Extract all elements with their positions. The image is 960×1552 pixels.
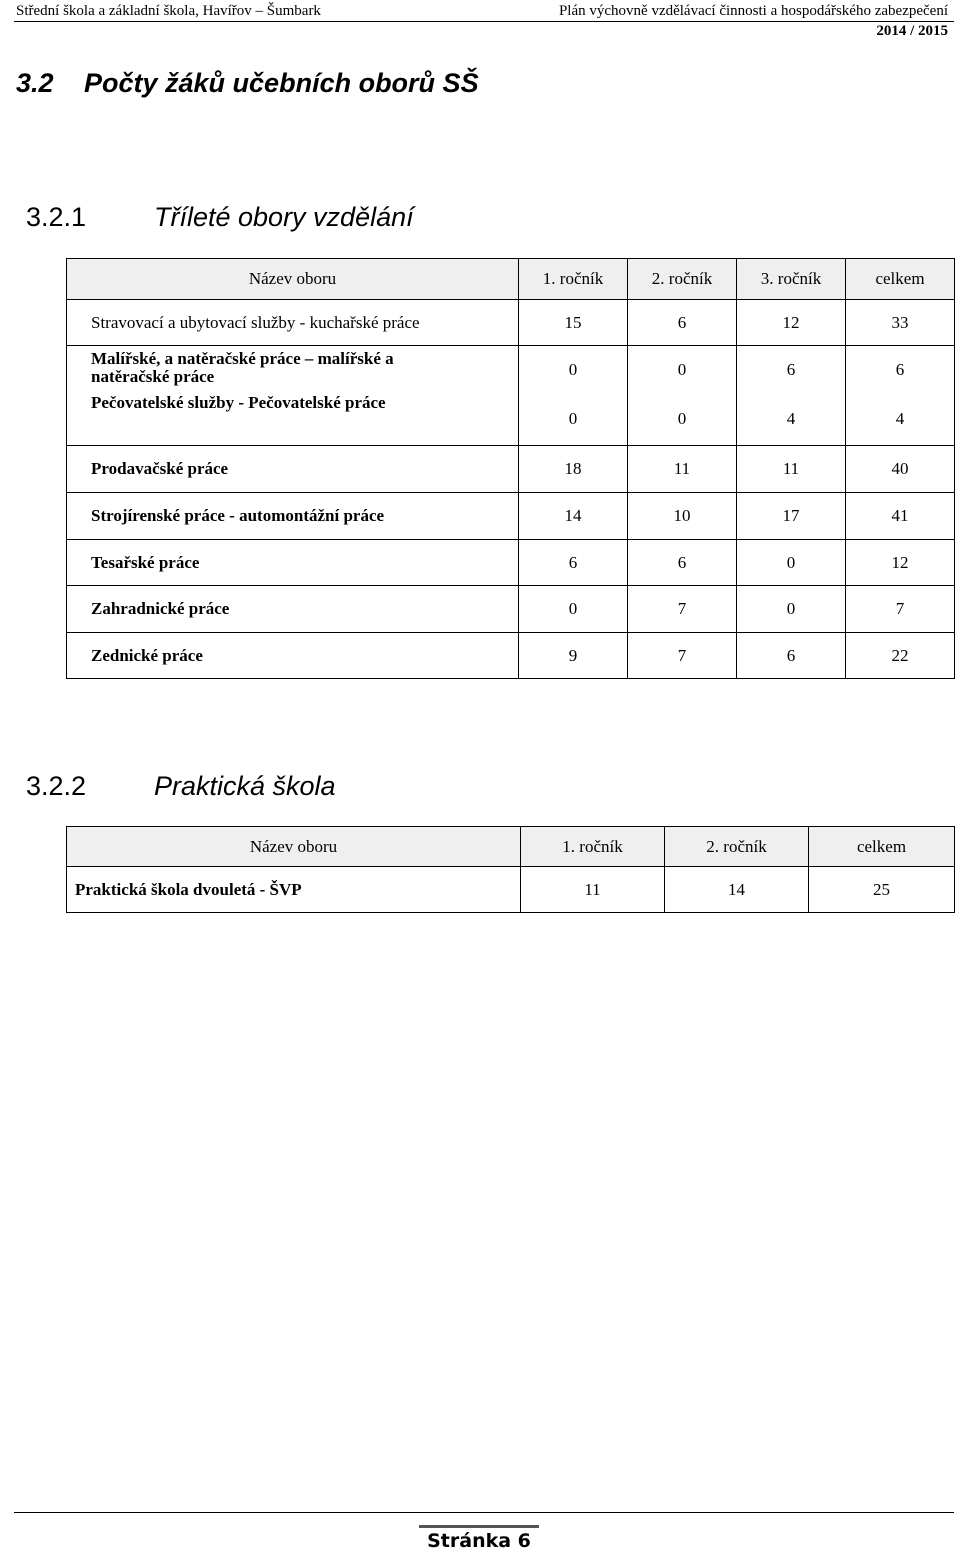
- year2-count: 6: [628, 540, 737, 586]
- footer-divider: [14, 1512, 954, 1513]
- section-heading: [16, 68, 479, 99]
- column-header: 2. ročník: [665, 827, 809, 867]
- year2-count: 7: [628, 586, 737, 633]
- field-name: Prodavačské práce: [67, 446, 519, 493]
- table-row: [67, 346, 955, 394]
- year2-count: 14: [665, 867, 809, 913]
- field-name: Zahradnické práce: [67, 586, 519, 633]
- table-row: [67, 633, 955, 679]
- year1-count: 0: [519, 394, 628, 446]
- year3-count: 4: [737, 394, 846, 446]
- year3-count: 0: [737, 540, 846, 586]
- year2-count: 7: [628, 633, 737, 679]
- total-count: 40: [846, 446, 955, 493]
- total-count: 6: [846, 346, 955, 394]
- table-row: [67, 867, 955, 913]
- field-name: Pečovatelské služby - Pečovatelské práce: [91, 393, 386, 412]
- subsection-number: 3.2.1: [26, 202, 87, 232]
- table-row: [67, 586, 955, 633]
- total-count: 12: [846, 540, 955, 586]
- table-row: [67, 446, 955, 493]
- section-number: 3.2: [16, 68, 54, 98]
- table-header-row: [67, 827, 955, 867]
- subsection-heading-3-2-2: [26, 771, 336, 802]
- total-count: 4: [846, 394, 955, 446]
- field-name: Tesařské práce: [67, 540, 519, 586]
- year1-count: 11: [521, 867, 665, 913]
- three-year-fields-table: [66, 258, 955, 679]
- column-header: 3. ročník: [737, 259, 846, 300]
- subsection-title: Praktická škola: [154, 771, 336, 801]
- table-row: [67, 493, 955, 540]
- year3-count: 12: [737, 300, 846, 346]
- year3-count: 17: [737, 493, 846, 540]
- year2-count: 10: [628, 493, 737, 540]
- column-header: 1. ročník: [519, 259, 628, 300]
- merged-field-names: [67, 346, 519, 446]
- year1-count: 0: [519, 586, 628, 633]
- field-name: Malířské, a natěračské práce – malířské a natěračské práce: [91, 349, 394, 386]
- column-header: celkem: [846, 259, 955, 300]
- year2-count: 6: [628, 300, 737, 346]
- field-name: Stravovací a ubytovací služby - kuchařské práce: [67, 300, 519, 346]
- year1-count: 0: [519, 346, 628, 394]
- practical-school-table: [66, 826, 955, 913]
- year1-count: 15: [519, 300, 628, 346]
- header-school-name: Střední škola a základní škola, Havířov – Šumbark: [16, 3, 321, 19]
- year3-count: 6: [737, 346, 846, 394]
- field-name: Praktická škola dvouletá - ŠVP: [67, 867, 521, 913]
- header-school-year: 2014 / 2015: [876, 23, 948, 39]
- total-count: 7: [846, 586, 955, 633]
- subsection-heading-3-2-1: [26, 202, 414, 233]
- subsection-number: 3.2.2: [26, 771, 87, 801]
- year2-count: 0: [628, 394, 737, 446]
- year1-count: 9: [519, 633, 628, 679]
- section-title: Počty žáků učebních oborů SŠ: [84, 68, 479, 98]
- year1-count: 18: [519, 446, 628, 493]
- column-header: Název oboru: [67, 827, 521, 867]
- total-count: 22: [846, 633, 955, 679]
- total-count: 41: [846, 493, 955, 540]
- year3-count: 11: [737, 446, 846, 493]
- year1-count: 6: [519, 540, 628, 586]
- total-count: 25: [809, 867, 955, 913]
- subsection-title: Tříleté obory vzdělání: [154, 202, 414, 232]
- total-count: 33: [846, 300, 955, 346]
- year3-count: 0: [737, 586, 846, 633]
- header-divider: [14, 21, 954, 22]
- column-header: celkem: [809, 827, 955, 867]
- table-row: [67, 300, 955, 346]
- table-row: [67, 540, 955, 586]
- field-name: Strojírenské práce - automontážní práce: [67, 493, 519, 540]
- column-header: 2. ročník: [628, 259, 737, 300]
- page-number: Stránka 6: [419, 1525, 539, 1552]
- field-name: Zednické práce: [67, 633, 519, 679]
- column-header: Název oboru: [67, 259, 519, 300]
- year1-count: 14: [519, 493, 628, 540]
- year2-count: 0: [628, 346, 737, 394]
- header-plan-title: Plán výchovně vzdělávací činnosti a hospodářského zabezpečení: [558, 3, 948, 19]
- year2-count: 11: [628, 446, 737, 493]
- column-header: 1. ročník: [521, 827, 665, 867]
- table-header-row: [67, 259, 955, 300]
- year3-count: 6: [737, 633, 846, 679]
